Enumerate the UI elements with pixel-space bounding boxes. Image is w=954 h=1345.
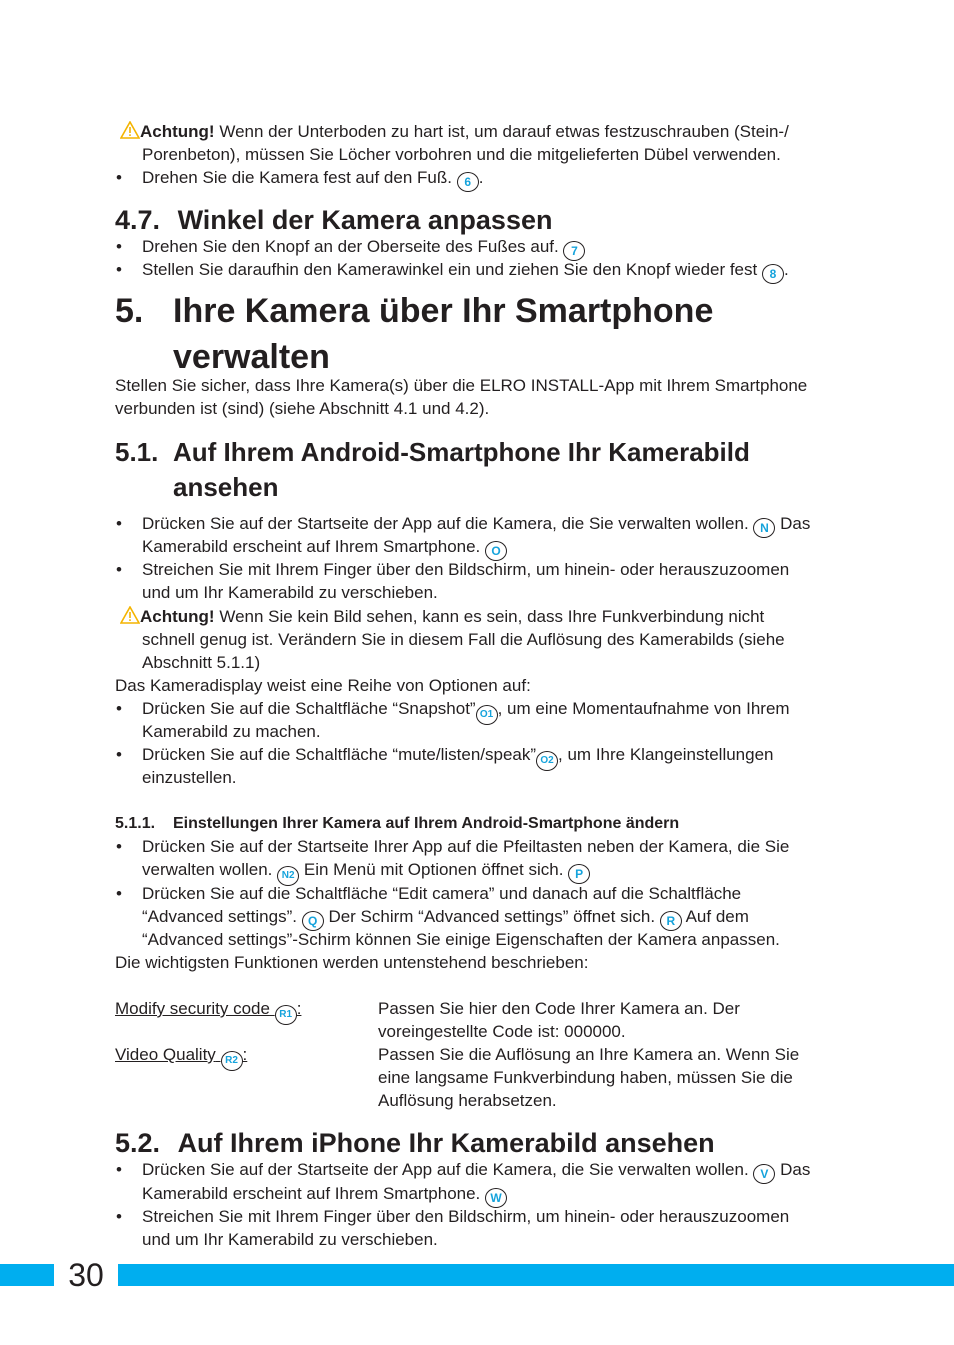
section-5-1-title-line2: ansehen xyxy=(173,472,279,502)
def-term-security-code: Modify security code R1 : xyxy=(115,997,301,1025)
s51-options-intro: Das Kameradisplay weist eine Reihe von Optionen auf: xyxy=(115,676,531,695)
bullet-dot: • xyxy=(116,745,122,764)
intro-bullet-text: Drehen Sie die Kamera fest auf den Fuß. xyxy=(142,168,452,187)
def-desc-line2: voreingestellte Code ist: 000000. xyxy=(378,1022,626,1041)
s51-warning-line3: Abschnitt 5.1.1) xyxy=(142,653,261,672)
bullet-text-cont: , um eine Momentaufnahme von Ihrem xyxy=(497,699,790,718)
bullet-dot: • xyxy=(116,1160,122,1179)
bullet-text-end: Das xyxy=(780,1160,811,1179)
bullet-text: verwalten wollen. xyxy=(142,860,273,879)
bullet-dot: • xyxy=(116,884,122,903)
figure-badge: N2 xyxy=(277,866,299,886)
warning-icon xyxy=(120,121,140,145)
s511-bullet-2-line1: Drücken Sie auf die Schaltfläche “Edit camera” und danach auf die Schaltfläche xyxy=(142,884,742,903)
bullet-dot: • xyxy=(116,168,122,187)
figure-badge: P xyxy=(568,864,590,884)
bullet-text-cont: , um Ihre Klangeinstellungen xyxy=(558,745,774,764)
def-desc-line3: Auflösung herabsetzen. xyxy=(378,1091,557,1110)
bullet-dot: • xyxy=(116,699,122,718)
bullet-text: Drücken Sie auf der Startseite der App auf die Kamera, die Sie verwalten wollen. xyxy=(142,514,749,533)
section-number: 5.2. xyxy=(115,1128,161,1158)
bullet-dot: • xyxy=(116,514,122,533)
page-number: 30 xyxy=(54,1258,118,1292)
bullet-text: Drehen Sie den Knopf an der Oberseite des Fußes auf. xyxy=(142,237,559,256)
s52-bullet-2-line1: Streichen Sie mit Ihrem Finger über den Bildschirm, um hinein- oder herauszuzoomen xyxy=(142,1207,790,1226)
bullet-text-cont: Ein Menü mit Optionen öffnet sich. xyxy=(303,860,564,879)
bullet-text: Kamerabild erscheint auf Ihrem Smartphone. xyxy=(142,1184,481,1203)
bullet-dot: • xyxy=(116,260,122,279)
chapter-5-heading xyxy=(115,288,143,334)
s511-bullet-2-line3: “Advanced settings”-Schirm können Sie einige Eigenschaften der Kamera anpassen. xyxy=(142,930,780,949)
figure-badge: O xyxy=(485,541,507,561)
def-desc-line1: Passen Sie hier den Code Ihrer Kamera an. Der xyxy=(378,999,740,1018)
figure-badge: 6 xyxy=(457,172,479,192)
section-title: Winkel der Kamera anpassen xyxy=(177,205,553,235)
def-desc-line2: eine langsame Funkverbindung haben, müssen Sie die xyxy=(378,1068,793,1087)
bullet-dot: • xyxy=(116,560,122,579)
warning-text: Wenn Sie kein Bild sehen, kann es sein, dass Ihre Funkverbindung nicht xyxy=(219,607,765,626)
chapter-5-title-line2: verwalten xyxy=(173,338,330,376)
s511-summary: Die wichtigsten Funktionen werden untenstehend beschrieben: xyxy=(115,953,589,972)
figure-badge: Q xyxy=(302,911,324,931)
s511-bullet-1-line1: Drücken Sie auf der Startseite Ihrer App auf die Pfeiltasten neben der Kamera, die Sie xyxy=(142,837,790,856)
def-desc-line1: Passen Sie die Auflösung an Ihre Kamera an. Wenn Sie xyxy=(378,1045,800,1064)
def-term: Modify security code xyxy=(115,999,270,1018)
bullet-text-end: Auf dem xyxy=(685,907,749,926)
s51-bullet-4-line2: einzustellen. xyxy=(142,768,237,787)
bullet-text: Drücken Sie auf die Schaltfläche “mute/listen/speak” xyxy=(142,745,537,764)
bullet-text: Drücken Sie auf die Schaltfläche “Snapshot” xyxy=(142,699,476,718)
section-5-1-number: 5.1. xyxy=(115,437,159,467)
figure-badge: R xyxy=(660,911,682,931)
intro-bullet: Drehen Sie die Kamera fest auf den Fuß. 6 . xyxy=(142,166,483,192)
bullet-text: Kamerabild erscheint auf Ihrem Smartphone. xyxy=(142,537,481,556)
section-5-1-1-number: 5.1.1. xyxy=(115,815,156,832)
s51-bullet-4-line1 xyxy=(142,743,774,771)
figure-badge: N xyxy=(753,518,775,538)
section-5-1-1-title: Einstellungen Ihrer Kamera auf Ihrem Android-Smartphone ändern xyxy=(173,815,680,832)
warning-icon xyxy=(120,606,140,630)
s51-bullet-3-line2: Kamerabild zu machen. xyxy=(142,722,321,741)
figure-badge: W xyxy=(485,1188,507,1208)
def-term: Video Quality xyxy=(115,1045,216,1064)
figure-badge: O2 xyxy=(536,751,558,771)
warning-text: Wenn der Unterboden zu hart ist, um darauf etwas festzuschrauben (Stein-/ xyxy=(219,122,789,141)
section-number: 4.7. xyxy=(115,205,161,235)
s51-bullet-2-line2: und um Ihr Kamerabild zu verschieben. xyxy=(142,583,438,602)
figure-badge: O1 xyxy=(476,705,498,725)
bullet-dot: • xyxy=(116,837,122,856)
bullet-text: Stellen Sie daraufhin den Kamerawinkel ein und ziehen Sie den Knopf wieder fest xyxy=(142,260,758,279)
intro-warning-line2: Porenbeton), müssen Sie Löcher vorbohren und die mitgelieferten Dübel verwenden. xyxy=(142,145,781,164)
chapter-5-para-line2: verbunden ist (sind) (siehe Abschnitt 4.1 und 4.2). xyxy=(115,399,490,418)
bullet-dot: • xyxy=(116,237,122,256)
figure-badge: 8 xyxy=(762,264,784,284)
intro-warning xyxy=(120,120,789,145)
bullet-text: Drücken Sie auf der Startseite der App auf die Kamera, die Sie verwalten wollen. xyxy=(142,1160,749,1179)
warning-label: Achtung! xyxy=(140,122,215,141)
s47-bullet-2: Stellen Sie daraufhin den Kamerawinkel ein und ziehen Sie den Knopf wieder fest 8 . xyxy=(142,258,789,284)
figure-badge: R1 xyxy=(275,1005,297,1025)
chapter-5-title-line1: Ihre Kamera über Ihr Smartphone xyxy=(173,292,714,330)
section-4-7-heading xyxy=(115,205,552,235)
figure-badge: V xyxy=(753,1164,775,1184)
warning-label: Achtung! xyxy=(140,607,215,626)
s51-warning-line2: schnell genug ist. Verändern Sie in diesem Fall die Auflösung des Kamerabilds (siehe xyxy=(142,630,785,649)
def-term-video-quality: Video Quality R2 : xyxy=(115,1043,247,1071)
section-5-1-title-line1: Auf Ihrem Android-Smartphone Ihr Kamerabild xyxy=(173,437,750,467)
footer-bar xyxy=(0,1264,954,1286)
bullet-text-cont: Der Schirm “Advanced settings” öffnet sich. xyxy=(328,907,656,926)
figure-badge: 7 xyxy=(563,241,585,261)
s52-bullet-2-line2: und um Ihr Kamerabild zu verschieben. xyxy=(142,1230,438,1249)
bullet-dot: • xyxy=(116,1207,122,1226)
s52-bullet-1-line1 xyxy=(142,1158,810,1184)
s51-warning xyxy=(120,605,764,630)
bullet-text-end: Das xyxy=(780,514,811,533)
bullet-text: “Advanced settings”. xyxy=(142,907,297,926)
s51-bullet-2-line1: Streichen Sie mit Ihrem Finger über den Bildschirm, um hinein- oder herauszuzoomen xyxy=(142,560,790,579)
section-5-2-heading xyxy=(115,1128,715,1158)
chapter-5-para-line1: Stellen Sie sicher, dass Ihre Kamera(s) über die ELRO INSTALL-App mit Ihrem Smartphone xyxy=(115,376,808,395)
section-title: Auf Ihrem iPhone Ihr Kamerabild ansehen xyxy=(177,1128,715,1158)
figure-badge: R2 xyxy=(221,1051,243,1071)
chapter-number: 5. xyxy=(115,292,144,330)
